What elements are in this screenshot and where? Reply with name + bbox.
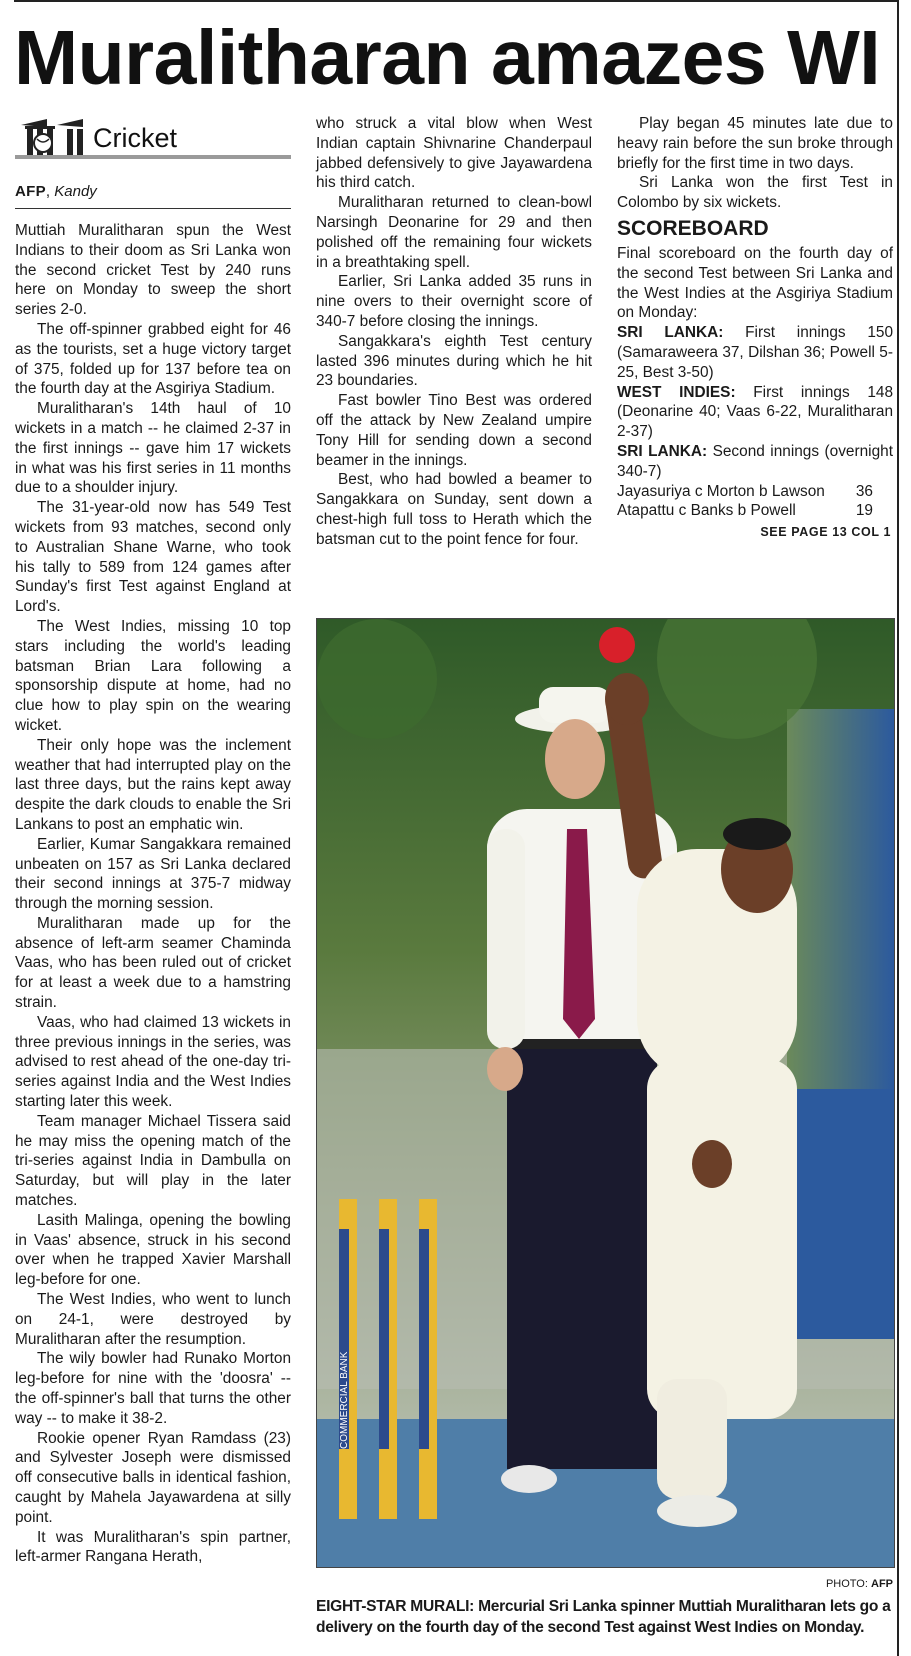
cricket-stumps-ball-icon (17, 115, 87, 155)
team-name: SRI LANKA: (617, 324, 724, 342)
section-header (15, 115, 291, 163)
paragraph: Best, who had bowled a beamer to Sangakkara on Sunday, sent down a chest-high full toss to Herath which the batsman cut to the point fence for four. (316, 471, 592, 548)
batsman-line (617, 501, 893, 521)
batsman-dismissal: Jayasuriya c Morton b Lawson (617, 482, 825, 500)
article-column-1 (15, 221, 291, 1567)
scoreboard-intro: Final scoreboard on the fourth day of the second Test between Sri Lanka and the West Indies at the Asgiriya Stadium on Monday: (617, 244, 893, 322)
paragraph: Earlier, Kumar Sangakkara remained unbeaten on 157 as Sri Lanka declared their second innings at 375-7 midway through the morning session. (15, 835, 291, 913)
paragraph: Lasith Malinga, opening the bowling in Vaas' absence, struck in his second over when he trapped Xavier Marshall leg-before for one. (15, 1211, 291, 1289)
paragraph: It was Muralitharan's spin partner, left-armer Rangana Herath, (15, 1528, 291, 1566)
paragraph: Rookie opener Ryan Ramdass (23) and Sylvester Joseph were dismissed off consecutive balls in identical fashion, caught by Mahela Jayawardena at silly point. (15, 1429, 291, 1526)
batsman-line (617, 482, 893, 502)
paragraph: The off-spinner grabbed eight for 46 as the tourists, set a huge victory target of 375, folded up for 137 before tea on the fourth day at the Asgiriya Stadium. (15, 320, 291, 398)
paragraph: The 31-year-old now has 549 Test wickets from 93 matches, second only to Australian Shane Warne, who took his tally to 589 from 124 games after Sunday's first Test against England at Lord's. (15, 499, 291, 616)
paragraph: Muttiah Muralitharan spun the West Indians to their doom as Sri Lanka won the second cricket Test by 240 runs here on Monday to sweep the short series 2-0. (15, 222, 291, 319)
section-rule (15, 155, 291, 159)
batsman-dismissal: Atapattu c Banks b Powell (617, 502, 796, 520)
right-rule (897, 0, 899, 1656)
caption-text: Mercurial Sri Lanka spinner Muttiah Muralitharan lets go a delivery on the fourth day of the second Test against West Indies on Monday. (316, 1598, 891, 1636)
photo-caption (316, 1596, 893, 1638)
continued-reference: SEE PAGE 13 COL 1 (760, 525, 891, 540)
paragraph: Their only hope was the inclement weather that had interrupted play on the last three days, but the rains kept away despite the dark clouds to enable the Sri Lankans to post an emphatic win. (15, 736, 291, 833)
paragraph: Vaas, who had claimed 13 wickets in three previous innings in the series, was advised to rest ahead of the one-day tri-series against India and the West Indies starting later this week. (15, 1013, 291, 1111)
paragraph: Sangakkara's eighth Test century lasted 396 minutes during which he hit 23 boundaries. (316, 332, 592, 390)
cricket-ball (599, 627, 635, 663)
byline: AFP, Kandy (15, 183, 291, 209)
article-column-2 (316, 114, 592, 550)
innings-summary: First innings 150 (Samaraweera 37, Dilshan 36; Powell 5-25, Best 3-50) (617, 324, 893, 381)
paragraph: who struck a vital blow when West Indian captain Shivnarine Chanderpaul jabbed defensively to give Jayawardena his third catch. (316, 115, 592, 192)
scoreboard-entry (617, 323, 893, 382)
headline: Muralitharan amazes WI (14, 15, 881, 101)
news-photo (316, 618, 895, 1568)
scoreboard-entry (617, 442, 893, 482)
caption-lead: EIGHT-STAR MURALI: (316, 1598, 475, 1615)
paragraph: Sri Lanka won the first Test in Colombo by six wickets. (617, 174, 893, 212)
photo-credit-source: AFP (871, 1578, 893, 1590)
stumps (339, 1199, 437, 1519)
paragraph: Earlier, Sri Lanka added 35 runs in nine overs to their overnight score of 340-7 before closing the innings. (316, 273, 592, 330)
paragraph: Muralitharan's 14th haul of 10 wickets in a match -- he claimed 2-37 in the first innings -- gave him 17 wickets in what was his first series in 11 months due to a shoulder injury. (15, 400, 291, 497)
innings-summary: First innings 148 (Deonarine 40; Vaas 6-22, Muralitharan 2-37) (617, 383, 893, 441)
photo-illustration (317, 619, 894, 1567)
batsman-runs: 19 (855, 502, 873, 520)
photo-credit (316, 1578, 893, 1590)
paragraph: The West Indies, missing 10 top stars including the world's leading batsman Brian Lara following a sponsorship dispute at home, had no clue how to play spin on the wearing wicket. (15, 617, 291, 734)
top-rule (14, 0, 897, 2)
paragraph: The wily bowler had Runako Morton leg-before for nine with the 'doosra' -- the off-spinner's ball that turns the other way -- to make it 38-2. (15, 1350, 291, 1427)
team-name: SRI LANKA: (617, 442, 708, 460)
paragraph: Fast bowler Tino Best was ordered off the attack by New Zealand umpire Tony Hill for sending down a second beamer in the innings. (316, 392, 592, 469)
team-name: WEST INDIES: (617, 383, 736, 401)
paragraph: The West Indies, who went to lunch on 24-1, were destroyed by Muralitharan after the resumption. (15, 1291, 291, 1348)
photo-credit-label: PHOTO: (825, 1578, 868, 1590)
stump-sponsor-text: COMMERCIAL BANK (339, 1351, 350, 1449)
paragraph: Team manager Michael Tissera said he may miss the opening match of the tri-series against India in Dambulla on Saturday, but will play in the later matches. (15, 1112, 291, 1210)
byline-location: Kandy (54, 183, 97, 200)
article-column-3 (617, 114, 893, 543)
scoreboard-entry (617, 383, 893, 442)
paragraph: Muralitharan made up for the absence of left-arm seamer Chaminda Vaas, who has been ruled out of cricket for at least a week due to a hamstring strain. (15, 914, 291, 1012)
batsman-runs: 36 (855, 482, 873, 500)
paragraph: Muralitharan returned to clean-bowl Narsingh Deonarine for 29 and then polished off the remaining four wickets in a breathtaking spell. (316, 194, 592, 271)
scoreboard-heading: SCOREBOARD (617, 216, 769, 240)
sponsor-banner (787, 709, 894, 1089)
byline-source: AFP (15, 183, 46, 200)
paragraph: Play began 45 minutes late due to heavy rain before the sun broke through briefly for the first time in two days. (617, 115, 893, 172)
section-label: Cricket (93, 123, 178, 153)
innings-summary: Second innings (overnight 340-7) (617, 442, 893, 480)
